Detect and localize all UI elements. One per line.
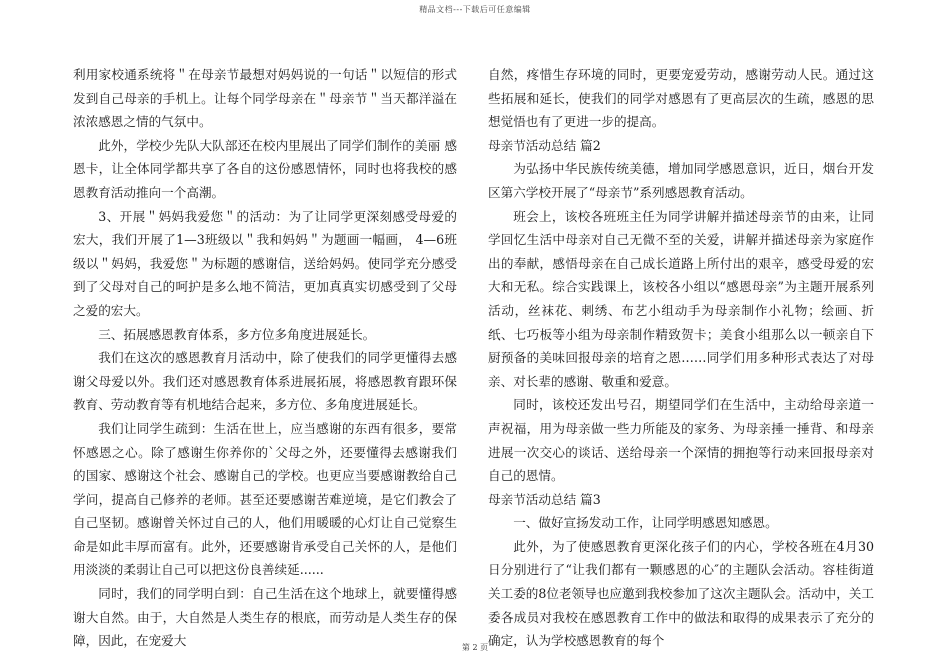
paragraph: 3、开展＂妈妈我爱您＂的活动：为了让同学更深刻感受母爱的宏大，我们开展了1—3班级以＂我和妈妈＂为题画一幅画， 4—6班级以＂妈妈，我爱您＂为标题的感谢信，送给妈妈。使同学充分感受到了父母对自己的呵护是多么地不简洁，更加真真实切感受到了父母之爱的宏大。: [73, 208, 457, 318]
paragraph: 自然，疼惜生存环境的同时，更要宠爱劳动，感谢劳动人民。通过这些拓展和延长，使我们的同学对感恩有了更高层次的生疏，感恩的思想觉悟也有了更进一步的提高。: [488, 67, 874, 130]
left-column: [73, 63, 457, 653]
paragraph: 此外，学校少先队大队部还在校内里展出了同学们制作的美丽 感恩卡，让全体同学都共享了各自的这份感恩情怀，同时也将我校的感恩教育活动推向一个高潮。: [73, 137, 457, 200]
section-heading: 一、做好宣扬发动工作，让同学明感恩知感恩。: [513, 515, 778, 531]
paragraph: 利用家校通系统将＂在母亲节最想对妈妈说的一句话＂以短信的形式发到自己母亲的手机上。让每个同学母亲在＂母亲节＂当天都洋溢在浓浓感恩之情的气氛中。: [73, 67, 457, 130]
paragraph: 为弘扬中华民族传统美德，增加同学感恩意识，近日，烟台开发区第六学校开展了“母亲节”系列感恩教育活动。: [488, 161, 874, 200]
paragraph: 班会上，该校各班班主任为同学讲解并描述母亲节的由来，让同学回忆生活中母亲对自己无微不至的关爱，讲解并描述母亲为家庭作出的奉献，感悟母亲在自己成长道路上所付出的艰辛，感受母爱的宏大和无私。综合实践课上，该校各小组以“感恩母亲”为主题开展系列活动，丝袜花、刺绣、布艺小组动手为母亲制作小礼物；绘画、折纸、七巧板等小组为母亲制作精致贺卡；美食小组那么以一顿亲自下厨预备的美味回报母亲的培育之恩……同学们用多种形式表达了对母亲、对长辈的感谢、敬重和爱意。: [488, 208, 874, 389]
paragraph: 同时，我们的同学明白到：自己生活在这个地球上，就要懂得感谢大自然。由于，大自然是人类生存的根底，而劳动是人类生存的保障，因此，在宠爱大: [73, 586, 457, 649]
paragraph: 我们在这次的感恩教育月活动中，除了使我们的同学更懂得去感谢父母爱以外。我们还对感恩教育体系进展拓展，将感恩教育跟环保教育、劳动教育等有机地结合起来，多方位、多角度进展延长。: [73, 350, 457, 413]
paragraph: 我们让同学生疏到：生活在世上，应当感谢的东西有很多，要常怀感恩之心。除了感谢生你养你的`父母之外，还要懂得去感谢我们的国家、感谢这个社会、感谢自己的学校。也更应当要感谢教给自己学问，提高自己修养的老师。甚至还要感谢苦难逆境，是它们教会了自己坚韧。感谢曾关怀过自己的人，他们用暖暖的心灯让自己觉察生命是如此丰厚而富有。此外，还要感谢肯承受自己关怀的人，是他们用淡淡的柔弱让自己可以把这份良善续延......: [73, 420, 457, 578]
article-heading: 母亲节活动总结 篇2: [488, 137, 601, 153]
page-header: 精品文档---下载后可任意编辑: [419, 5, 531, 14]
right-column: [488, 63, 874, 653]
section-heading: 三、拓展感恩教育体系，多方位多角度进展延长。: [98, 326, 376, 342]
paragraph: 同时，该校还发出号召，期望同学们在生活中，主动给母亲道一声祝福，用为母亲做一些力所能及的家务、为母亲捶一捶背、和母亲进展一次交心的谈话、送给母亲一个深情的拥抱等行动来回报母亲对自己的恩情。: [488, 397, 874, 484]
paragraph: 此外，为了使感恩教育更深化孩子们的内心，学校各班在4月30日分别进行了“让我们都有一颗感恩的心″的主题队会活动。容桂街道关工委的8位老领导也应邀到我校参加了这次主题队会。活动中，关工委各成员对我校在感恩教育工作中的做法和取得的成果表示了充分的确定，认为学校感恩教育的每个: [488, 538, 874, 649]
article-heading: 母亲节活动总结 篇3: [488, 491, 601, 507]
page-number: 第 2 页: [461, 643, 489, 652]
